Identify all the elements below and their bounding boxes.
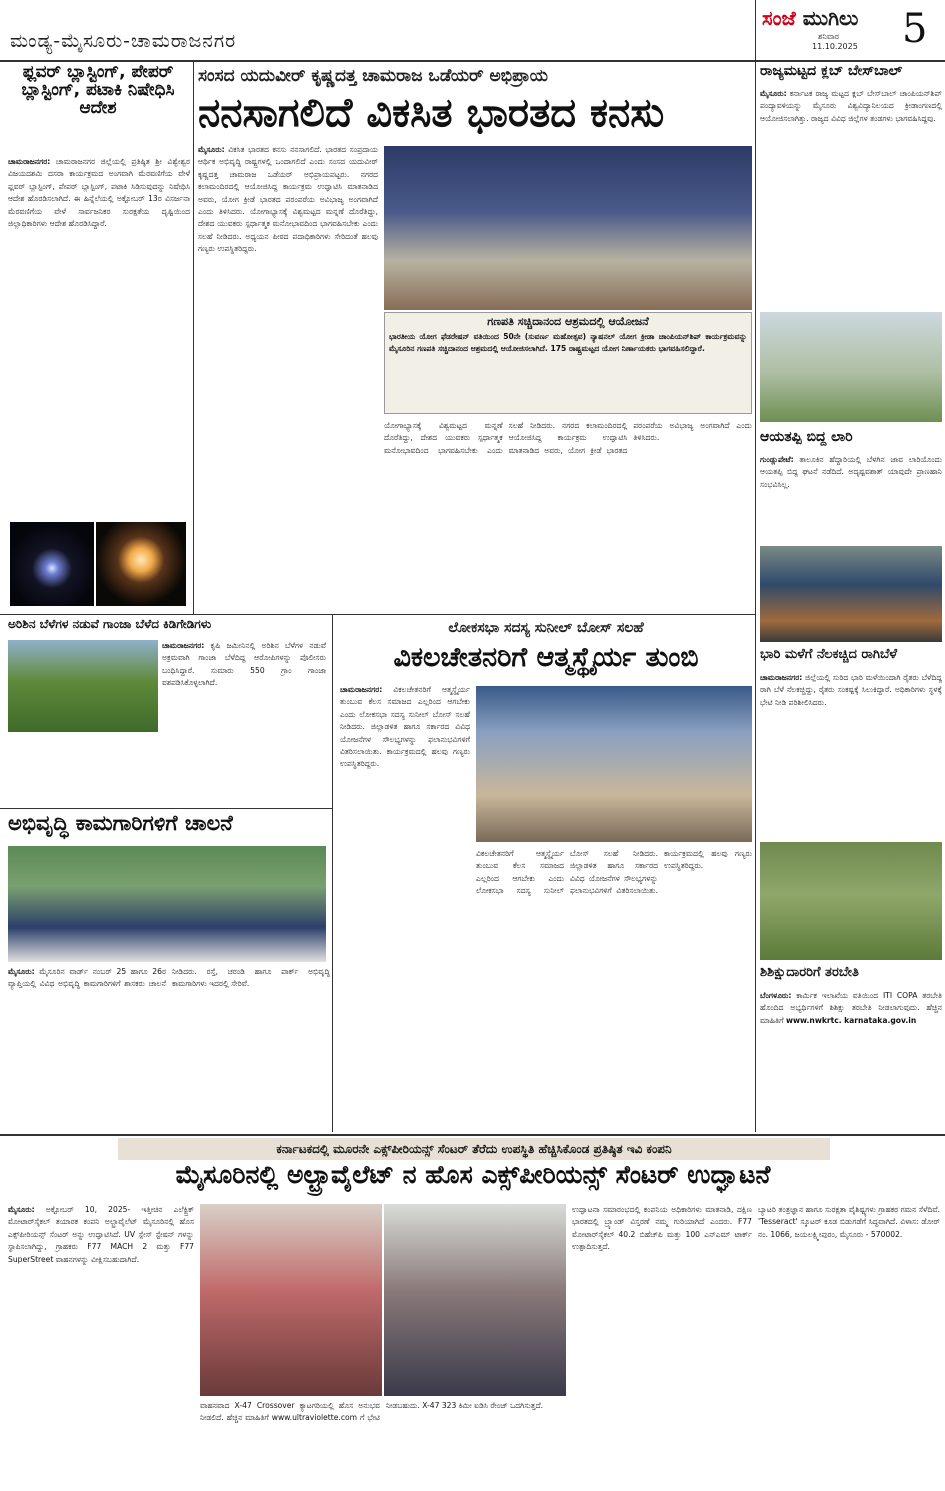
ev-kicker: ಕರ್ನಾಟಕದಲ್ಲಿ ಮೂರನೇ ಎಕ್ಸ್‌ಪೀರಿಯನ್ಸ್ ಸೆಂಟರ್ ತೆರೆದು ಉಪಸ್ಥಿತಿ ಹೆಚ್ಚಿಸಿಕೊಂಡ ಪ್ರತಿಷ್ಠಿತ ಇವಿ ಕಂಪನಿ xyxy=(276,1142,672,1156)
lorry-dateline: ಗುಂಡ್ಲುಪೇಟೆ: xyxy=(760,455,794,464)
page-number: 5 xyxy=(902,6,928,52)
main-body-2: ನಗರದ ಕಲಾಮಂದಿರದಲ್ಲಿ ಆಯೋಜಿಸಿದ್ದ ಕಾರ್ಯಕ್ರಮ ಉದ್ಘಾಟಿಸಿ ಮಾತನಾಡಿದ ಅವರು, ಯೋಗ ಕ್ರೀಡೆ ಭಾರತದ ಪರಂಪರೆಯ ಅವಿಭಾಜ್ಯ ಅಂಗವಾಗಿದೆ ಎಂದು ತಿಳಿಸಿದರು. xyxy=(198,169,378,217)
fireworks-photo-1 xyxy=(10,522,94,606)
fireworks-photo-2 xyxy=(96,522,186,606)
ev-body-right-2 xyxy=(758,1204,940,1486)
dev-body-text: ಮೈಸೂರಿನ ವಾರ್ಡ್ ನಂಬರ್ 25 ಹಾಗೂ 26ರ ವ್ಯಾಪ್ತಿಯಲ್ಲಿ ವಿವಿಧ ಅಭಿವೃದ್ಧಿ ಕಾಮಗಾರಿಗಳಿಗೆ ಶಾಸಕರು ಚಾಲನೆ ನೀಡಿದರು. ರಸ್ತೆ, ಚರಂಡಿ ಹಾಗೂ ಪಾರ್ಕ್ ಅಭಿವೃದ್ಧಿ ಕಾಮಗಾರಿಗಳು ಇದರಲ್ಲಿ ಸೇರಿವೆ. xyxy=(8,967,330,989)
training-dateline: ಬೆಂಗಳೂರು: xyxy=(760,991,792,1000)
ganja-photo xyxy=(8,640,158,732)
club-body xyxy=(760,88,942,308)
ban-dateline: ಚಾಮರಾಜನಗರ: xyxy=(8,157,51,166)
masthead-part-a: ಸಂಜೆ xyxy=(762,6,796,30)
masthead-part-b: ಮುಗಿಲು xyxy=(802,6,859,30)
ev-kicker-banner xyxy=(118,1138,830,1160)
main-body-1: ವಿಕಸಿತ ಭಾರತದ ಕನಸು ನನಸಾಗಲಿದೆ. ಭಾರತದ ಸಂಪ್ರದಾಯ ಆರ್ಥಿಕ ಅಭಿವೃದ್ಧಿ ರಾಷ್ಟ್ರಗಳಲ್ಲಿ ಒಂದಾಗಲಿದೆ ಎಂದು ಸಂಸದ ಯದುವೀರ್ ಕೃಷ್ಣದತ್ತ ಚಾಮರಾಜ ಒಡೆಯರ್ ಅಭಿಪ್ರಾಯಪಟ್ಟರು. xyxy=(198,145,378,179)
ev-dateline: ಮೈಸೂರು: xyxy=(8,1205,35,1214)
disabled-body xyxy=(340,684,470,1124)
club-headline: ರಾಜ್ಯಮಟ್ಟದ ಕ್ಲಬ್ ಬೇಸ್‌ಬಾಲ್ xyxy=(760,64,903,79)
training-body xyxy=(760,990,942,1130)
disabled-dateline: ಚಾಮರಾಜನಗರ: xyxy=(340,685,383,694)
ev-photo-1 xyxy=(200,1204,382,1396)
lorry-photo xyxy=(760,546,942,642)
issue-day: ಶನಿವಾರ xyxy=(818,32,840,41)
training-web-2: karnataka.gov.in xyxy=(844,1015,917,1025)
lorry-headline: ಆಯತಪ್ಪಿ ಬಿದ್ದ ಲಾರಿ xyxy=(760,430,853,445)
yoga-caption-body: ಭಾರತೀಯ ಯೋಗ ಫೆಡರೇಷನ್ ವತಿಯಿಂದ 50ನೇ (ಸುವರ್ಣ ಮಹೋತ್ಸವ) ನ್ಯಾಷನಲ್ ಯೋಗ ಕ್ರೀಡಾ ಚಾಂಪಿಯನ್‌ಶಿಪ್ ಕಾರ್ಯಕ್ರಮವನ್ನು ಮೈಸೂರಿನ ಗಣಪತಿ ಸಚ್ಚಿದಾನಂದ ಆಶ್ರಮದಲ್ಲಿ ಆಯೋಜಿಸಲಾಗಿದೆ. 175 ರಾಷ್ಟ್ರಮಟ್ಟದ ಯೋಗ ನಿರ್ಣಾಯಕರು ಭಾಗವಹಿಸಲಿದ್ದಾರೆ. xyxy=(389,332,747,354)
yoga-caption-title: ಗಣಪತಿ ಸಚ್ಚಿದಾನಂದ ಆಶ್ರಮದಲ್ಲಿ ಆಯೋಜನೆ xyxy=(487,315,649,328)
region-header: ಮಂಡ್ಯ-ಮೈಸೂರು-ಚಾಮರಾಜನಗರ xyxy=(10,30,237,52)
ban-body-2: ಈ ಹಿನ್ನೆಲೆಯಲ್ಲಿ ಅಕ್ಟೋಬರ್ 13ರ ವಿಸರ್ಜನಾ ಮೆರವಣಿಗೆಯ ವೇಳೆ ಸಾರ್ವಜನಿಕರ ಸುರಕ್ಷತೆಯ ದೃಷ್ಟಿಯಿಂದ ಜಿಲ್ಲಾಧಿಕಾರಿಗಳು ಆದೇಶ ಹೊರಡಿಸಿದ್ದಾರೆ. xyxy=(8,194,190,229)
ev-body-mid xyxy=(200,1400,566,1486)
disabled-body-cont xyxy=(476,848,752,1126)
main-body-cont-3: ಯೋಗಾಭ್ಯಾಸಕ್ಕೆ ವಿಶ್ವಮಟ್ಟದ ಮನ್ನಣೆ ದೊರೆತಿದ್ದು, ದೇಶದ ಯುವಕರು ಸ್ಪರ್ಧಾತ್ಮಕ ಮನೋಭಾವದಿಂದ ಭಾಗವಹಿಸಬೇಕು ಎಂದು ಸಲಹೆ ನೀಡಿದರು. xyxy=(384,421,556,455)
main-kicker: ಸಂಸದ ಯದುವೀರ್ ಕೃಷ್ಣದತ್ತ ಚಾಮರಾಜ ಒಡೆಯರ್ ಅಭಿಪ್ರಾಯ xyxy=(198,66,548,86)
main-body-right xyxy=(384,420,752,610)
ev-body-4: ಬ್ಯಾಟರಿ ತಂತ್ರಜ್ಞಾನ ಹಾಗೂ ಸುರಕ್ಷತಾ ವೈಶಿಷ್ಟ್ಯಗಳು ಗ್ರಾಹಕರ ಗಮನ ಸೆಳೆದಿವೆ. 'Tesseract' ಸ್ಕೂಟರ್ ಕೂಡ ಬಿಡುಗಡೆಗೆ ಸಿದ್ಧವಾಗಿದೆ. xyxy=(758,1205,940,1227)
main-body-col xyxy=(198,144,378,612)
header-divider xyxy=(755,0,756,60)
baseball-photo xyxy=(760,312,942,422)
training-headline: ಶಿಶಿಕ್ಷುದಾರರಿಗೆ ತರಬೇತಿ xyxy=(760,966,859,980)
ganja-dateline: ಚಾಮರಾಜನಗರ: xyxy=(162,641,205,650)
main-headline: ನನಸಾಗಲಿದೆ ವಿಕಸಿತ ಭಾರತದ ಕನಸು xyxy=(198,92,665,136)
main-body-cont-2: ನಗರದ ಕಲಾಮಂದಿರದಲ್ಲಿ ಆಯೋಜಿಸಿದ್ದ ಕಾರ್ಯಕ್ರಮ ಉದ್ಘಾಟಿಸಿ ಮಾತನಾಡಿದ ಅವರು, ಯೋಗ ಕ್ರೀಡೆ ಭಾರತದ ಪರಂಪರೆಯ ಅವಿಭಾಜ್ಯ ಅಂಗವಾಗಿದೆ ಎಂದು ತಿಳಿಸಿದರು. xyxy=(508,421,752,455)
disabled-kicker: ಲೋಕಸಭಾ ಸದಸ್ಯ ಸುನೀಲ್ ಬೋಸ್ ಸಲಹೆ xyxy=(448,620,644,636)
ev-body-2: ವಾಹನವಾದ X-47 Crossover ಕ್ಯಾಟಗರಿಯಲ್ಲಿ ಹೊಸ ಅನುಭವ ನೀಡಲಿದೆ. ಹೆಚ್ಚಿನ ಮಾಹಿತಿಗೆ www.ultraviolette.com ಗೆ ಭೇಟಿ ನೀಡಬಹುದು. X-47 323 ಕಿಮೀ ಐಡಿಸಿ ರೇಂಜ್ ಒದಗಿಸುತ್ತದೆ. xyxy=(200,1401,544,1423)
training-web-1: www.nwkrtc. xyxy=(785,1015,842,1025)
dev-dateline: ಮೈಸೂರು: xyxy=(8,967,35,976)
club-body-text: ಕರ್ನಾಟಕ ರಾಜ್ಯ ಮಟ್ಟದ ಕ್ಲಬ್ ಬೇಸ್‌ಬಾಲ್ ಚಾಂಪಿಯನ್‌ಶಿಪ್ ಪಂದ್ಯಾವಳಿಯನ್ನು ಮೈಸೂರು ವಿಶ್ವವಿದ್ಯಾನಿಲಯದ ಕ್ರೀಡಾಂಗಣದಲ್ಲಿ ಆಯೋಜಿಸಲಾಗಿತ್ತು. ರಾಜ್ಯದ ವಿವಿಧ ಜಿಲ್ಲೆಗಳ ತಂಡಗಳು ಭಾಗವಹಿಸಿದ್ದವು. xyxy=(760,89,942,123)
main-dateline: ಮೈಸೂರು: xyxy=(198,145,225,154)
main-body-4: ಅಧ್ಯಯನ ಪೀಠದ ಪದಾಧಿಕಾರಿಗಳು ಸೇರಿದಂತೆ ಹಲವು ಗಣ್ಯರು ಉಪಸ್ಥಿತರಿದ್ದರು. xyxy=(198,231,378,254)
disabled-body-cont-text: ವಿಕಲಚೇತನರಿಗೆ ಆತ್ಮಸ್ಥೈರ್ಯ ತುಂಬುವ ಕೆಲಸ ಸಮಾಜದ ಎಲ್ಲರಿಂದ ಆಗಬೇಕು ಎಂದು ಲೋಕಸಭಾ ಸದಸ್ಯ ಸುನೀಲ್ ಬೋಸ್ ಸಲಹೆ ನೀಡಿದರು. ಜಿಲ್ಲಾಡಳಿತ ಹಾಗೂ ಸರ್ಕಾರದ ವಿವಿಧ ಯೋಜನೆಗಳ ಸೌಲಭ್ಯಗಳನ್ನು ಫಲಾನುಭವಿಗಳಿಗೆ ವಿತರಿಸಲಾಯಿತು. ಕಾರ್ಯಕ್ರಮದಲ್ಲಿ ಹಲವು ಗಣ್ಯರು ಉಪಸ್ಥಿತರಿದ್ದರು. xyxy=(476,849,752,896)
ragi-body xyxy=(760,672,942,842)
dev-headline: ಅಭಿವೃದ್ಧಿ ಕಾಮಗಾರಿಗಳಿಗೆ ಚಾಲನೆ xyxy=(8,812,233,835)
header-rule xyxy=(0,60,945,62)
ragi-dateline: ಚಾಮರಾಜನಗರ: xyxy=(760,673,803,682)
training-body-text: ಕಾರ್ಮಿಕ ಇಲಾಖೆಯ ವತಿಯಿಂದ ITI COPA ತರಬೇತಿ ಹೊಂದಿದ ಅಭ್ಯರ್ಥಿಗಳಿಗೆ ಶಿಶಿಕ್ಷು ತರಬೇತಿ ನೀಡಲಾಗುವುದು. ಹೆಚ್ಚಿನ ಮಾಹಿತಿಗೆ xyxy=(760,991,942,1025)
yoga-event-photo xyxy=(384,146,752,310)
ban-body-1: ಚಾಮರಾಜನಗರ ಜಿಲ್ಲೆಯಲ್ಲಿ ಪ್ರತಿಷ್ಠಿತ ಶ್ರೀ ವಿಶ್ವೇಶ್ವರ ವಿಜಯದಶಮಿ ದಸರಾ ಕಾರ್ಯಕ್ರಮದ ಅಂಗವಾಗಿ ಮೆರವಣಿಗೆಯ ವೇಳೆ ಫ್ಲವರ್ ಬ್ಲಾಸ್ಟಿಂಗ್, ಪೇಪರ್ ಬ್ಲಾಸ್ಟಿಂಗ್, ಪಟಾಕಿ ಸಿಡಿಸುವುದನ್ನು ನಿಷೇಧಿಸಿ ಆದೇಶ ಹೊರಡಿಸಲಾಗಿದೆ. xyxy=(8,157,190,204)
ev-headline: ಮೈಸೂರಿನಲ್ಲಿ ಅಲ್ಟ್ರಾವೈಲೆಟ್ ನ ಹೊಸ ಎಕ್ಸ್‌ಪೀರಿಯನ್ಸ್ ಸೆಂಟರ್ ಉದ್ಘಾಟನೆ xyxy=(175,1162,771,1189)
dev-body xyxy=(8,966,330,1130)
ganja-body xyxy=(162,640,326,800)
ragi-body-text: ಜಿಲ್ಲೆಯಲ್ಲಿ ಸುರಿದ ಭಾರಿ ಮಳೆಯಿಂದಾಗಿ ರೈತರು ಬೆಳೆದಿದ್ದ ರಾಗಿ ಬೆಳೆ ನೆಲಕಚ್ಚಿದ್ದು, ರೈತರು ಸಂಕಷ್ಟಕ್ಕೆ ಸಿಲುಕಿದ್ದಾರೆ. ಅಧಿಕಾರಿಗಳು ಸ್ಥಳಕ್ಕೆ ಭೇಟಿ ನೀಡಿ ಪರಿಶೀಲಿಸಿದರು. xyxy=(760,673,942,707)
ev-body-right-1 xyxy=(572,1204,752,1486)
disabled-photo xyxy=(476,686,752,842)
ragi-photo xyxy=(760,842,942,960)
disabled-body-text: ವಿಕಲಚೇತನರಿಗೆ ಆತ್ಮಸ್ಥೈರ್ಯ ತುಂಬುವ ಕೆಲಸ ಸಮಾಜದ ಎಲ್ಲರಿಂದ ಆಗಬೇಕು ಎಂದು ಲೋಕಸಭಾ ಸದಸ್ಯ ಸುನೀಲ್ ಬೋಸ್ ಸಲಹೆ ನೀಡಿದರು. ಜಿಲ್ಲಾಡಳಿತ ಹಾಗೂ ಸರ್ಕಾರದ ವಿವಿಧ ಯೋಜನೆಗಳ ಸೌಲಭ್ಯಗಳನ್ನು ಫಲಾನುಭವಿಗಳಿಗೆ ವಿತರಿಸಲಾಯಿತು. ಕಾರ್ಯಕ್ರಮದಲ್ಲಿ ಹಲವು ಗಣ್ಯರು ಉಪಸ್ಥಿತರಿದ್ದರು. xyxy=(340,685,470,769)
disabled-headline: ವಿಕಲಚೇತನರಿಗೆ ಆತ್ಮಸ್ಥೈರ್ಯ ತುಂಬಿ xyxy=(393,644,699,673)
ganja-headline: ಅರಿಶಿನ ಬೆಳೆಗಳ ನಡುವೆ ಗಾಂಜಾ ಬೆಳೆದ ಕಿಡಿಗೇಡಿಗಳು xyxy=(8,618,212,631)
lorry-body-text: ತಾಲೂಕಿನ ಹೆದ್ದಾರಿಯಲ್ಲಿ ಬೆಳಗಿನ ಜಾವ ಲಾರಿಯೊಂದು ಆಯತಪ್ಪಿ ಬಿದ್ದ ಘಟನೆ ನಡೆದಿದೆ. ಅದೃಷ್ಟವಶಾತ್ ಯಾವುದೇ ಪ್ರಾಣಹಾನಿ ಸಂಭವಿಸಿಲ್ಲ. xyxy=(760,455,942,489)
ev-rule xyxy=(0,1134,945,1136)
ragi-headline: ಭಾರಿ ಮಳೆಗೆ ನೆಲಕಚ್ಚಿದ ರಾಗಿಬೆಳೆ xyxy=(760,648,897,662)
ev-body-1: ಅಕ್ಟೋಬರ್ 10, 2025- ಇತ್ತೀಚಿನ ಎಲೆಕ್ಟ್ರಿಕ್ ಮೋಟಾರ್‌ಸೈಕಲ್ ತಯಾರಕ ಕಂಪನಿ ಅಲ್ಟ್ರಾವೈಲೆಟ್ ಮೈಸೂರಿನಲ್ಲಿ ಹೊಸ ಎಕ್ಸ್‌ಪೀರಿಯನ್ಸ್ ಸೆಂಟರ್ ಅನ್ನು ಉದ್ಘಾಟಿಸಿದೆ. UV ಸ್ಪೇಸ್ ಸ್ಟೇಷನ್ ಗಳನ್ನು ಸ್ಥಾಪಿಸಲಾಗಿದ್ದು, ಗ್ರಾಹಕರು F77 MACH 2 ಮತ್ತು F77 SuperStreet ವಾಹನಗಳನ್ನು ವೀಕ್ಷಿಸಬಹುದಾಗಿದೆ. xyxy=(8,1205,194,1264)
main-body-3: ಯೋಗಾಭ್ಯಾಸಕ್ಕೆ ವಿಶ್ವಮಟ್ಟದ ಮನ್ನಣೆ ದೊರೆತಿದ್ದು, ದೇಶದ ಯುವಕರು ಸ್ಪರ್ಧಾತ್ಮಕ ಮನೋಭಾವದಿಂದ ಭಾಗವಹಿಸಬೇಕು ಎಂದು ಸಲಹೆ ನೀಡಿದರು. xyxy=(198,207,378,241)
ban-headline: ಫ್ಲವರ್ ಬ್ಲಾಸ್ಟಿಂಗ್, ಪೇಪರ್ ಬ್ಲಾಸ್ಟಿಂಗ್, ಪಟಾಕಿ ನಿಷೇಧಿಸಿ ಆದೇಶ xyxy=(21,64,175,118)
ev-photo-2 xyxy=(384,1204,566,1396)
dev-photo xyxy=(8,846,326,962)
dev-rule xyxy=(0,808,332,809)
masthead-logo xyxy=(762,6,902,34)
col-rule-right xyxy=(755,62,756,1132)
ev-body-left xyxy=(8,1204,194,1486)
col-rule-1 xyxy=(193,62,194,614)
issue-date: 11.10.2025 xyxy=(812,42,858,51)
lorry-body xyxy=(760,454,942,544)
ev-address: ವಿಳಾಸ: ಡೋರ್ ನಂ. 1066, ಜಯಲಕ್ಷ್ಮೀಪುರಂ, ಮೈಸೂರು - 570002. xyxy=(758,1217,940,1239)
yoga-caption-box xyxy=(384,312,752,414)
ban-body xyxy=(8,156,190,412)
ganja-body-text: ಕೃಷಿ ಜಮೀನಿನಲ್ಲಿ ಅರಿಶಿನ ಬೆಳೆಗಳ ನಡುವೆ ಅಕ್ರಮವಾಗಿ ಗಾಂಜಾ ಬೆಳೆದಿದ್ದ ಆರೋಪಿಗಳನ್ನು ಪೊಲೀಸರು ಬಂಧಿಸಿದ್ದಾರೆ. ಸುಮಾರು 550 ಗ್ರಾಂ ಗಾಂಜಾ ವಶಪಡಿಸಿಕೊಳ್ಳಲಾಗಿದೆ. xyxy=(162,641,326,688)
mid-rule xyxy=(0,614,755,615)
club-dateline: ಮೈಸೂರು: xyxy=(760,89,787,98)
ev-body-3: ಉದ್ಘಾಟನಾ ಸಮಾರಂಭದಲ್ಲಿ ಕಂಪನಿಯ ಅಧಿಕಾರಿಗಳು ಮಾತನಾಡಿ, ದಕ್ಷಿಣ ಭಾರತದಲ್ಲಿ ಬ್ರ್ಯಾಂಡ್ ವಿಸ್ತರಣೆ ನಮ್ಮ ಗುರಿಯಾಗಿದೆ ಎಂದರು. F77 ಮೋಟಾರ್‌ಸೈಕಲ್ 40.2 ಬಿಹೆಚ್‌ಪಿ ಮತ್ತು 100 ಎನ್‌ಎಮ್ ಟಾರ್ಕ್ ಉತ್ಪಾದಿಸುತ್ತದೆ. xyxy=(572,1205,752,1252)
col-rule-mid xyxy=(332,614,333,1132)
